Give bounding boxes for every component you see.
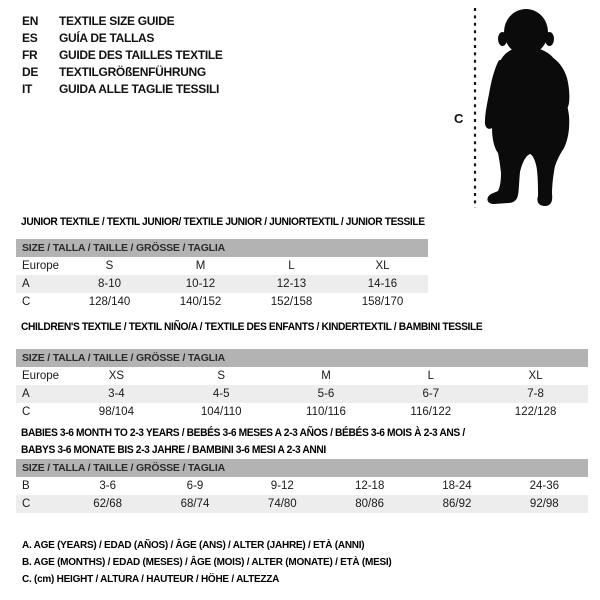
- size-cell: XL: [375, 260, 390, 272]
- table-row: [16, 495, 588, 513]
- size-cell: 10-12: [185, 278, 216, 290]
- junior-table-body: [16, 257, 428, 311]
- row-label: B: [22, 480, 30, 492]
- size-cell: 86/92: [442, 498, 472, 510]
- junior-textile-section: [16, 214, 428, 311]
- row-label: Europe: [22, 260, 60, 272]
- size-cell: 92/98: [529, 498, 559, 510]
- size-cell: 4-5: [212, 388, 230, 400]
- language-code: ES: [22, 31, 38, 45]
- babies-table-body: [16, 477, 588, 513]
- table-title-line: BABIES 3-6 MONTH TO 2-3 YEARS / BEBÉS 3-6 MESES A 2-3 AÑOS / BÉBÉS 3-6 MOIS À 2-3 ANS /: [21, 427, 465, 439]
- row-label: A: [22, 388, 30, 400]
- size-cell: 14-16: [367, 278, 398, 290]
- size-cell: 104/110: [200, 406, 242, 418]
- table-row: [16, 367, 588, 385]
- language-label: GUIDE DES TAILLES TEXTILE: [59, 48, 223, 62]
- size-cell: 8-10: [97, 278, 122, 290]
- size-cell: 6-9: [186, 480, 204, 492]
- table-row: [16, 477, 588, 495]
- size-cell: 116/122: [410, 406, 452, 418]
- size-cell: 3-6: [99, 480, 116, 492]
- language-row: [22, 64, 223, 81]
- row-label: C: [22, 498, 31, 510]
- size-cell: 68/74: [180, 498, 210, 510]
- table-row: [16, 257, 428, 275]
- measure-label-c: C: [454, 111, 464, 126]
- row-label: A: [22, 278, 30, 290]
- table-row: [16, 403, 588, 421]
- language-code: FR: [22, 48, 38, 62]
- children-textile-section: [16, 319, 588, 421]
- size-cell: 6-7: [422, 388, 440, 400]
- language-list: [22, 13, 223, 98]
- row-label: C: [22, 406, 31, 418]
- legend-line: A. AGE (YEARS) / EDAD (AÑOS) / ÂGE (ANS) / ALTER (JAHRE) / ETÀ (ANNI): [22, 540, 365, 551]
- size-cell: 122/128: [514, 406, 557, 418]
- language-row: [22, 13, 223, 30]
- babies-table-title: [16, 425, 588, 459]
- size-cell: 110/116: [306, 406, 346, 418]
- children-size-table: [16, 367, 588, 421]
- size-cell: 12-13: [276, 278, 307, 290]
- babies-textile-section: [16, 425, 588, 513]
- table-row: [16, 385, 588, 403]
- size-cell: S: [105, 260, 114, 272]
- size-cell: XL: [528, 370, 543, 382]
- baby-ear-right: [545, 32, 554, 46]
- size-cell: L: [288, 260, 295, 272]
- legend-line: B. AGE (MONTHS) / EDAD (MESES) / ÂGE (MOIS) / ALTER (MONATE) / ETÀ (MESI): [22, 557, 392, 569]
- size-cell: 140/152: [179, 296, 222, 308]
- size-cell: M: [195, 260, 206, 272]
- children-table-title: [16, 319, 588, 336]
- size-cell: 3-4: [108, 388, 125, 400]
- babies-size-table: [16, 477, 588, 513]
- size-cell: M: [321, 370, 331, 382]
- size-header-band: SIZE / TALLA / TAILLE / GRÖSSE / TAGLIA: [16, 239, 428, 257]
- size-cell: S: [217, 370, 226, 382]
- language-code: IT: [22, 82, 33, 96]
- language-label: GUIDA ALLE TAGLIE TESSILI: [59, 82, 220, 96]
- size-header-band: SIZE / TALLA / TAILLE / GRÖSSE / TAGLIA: [16, 349, 588, 367]
- language-row: [22, 47, 223, 64]
- size-cell: 18-24: [442, 480, 472, 492]
- language-row: [22, 30, 223, 47]
- junior-table-title: [16, 214, 428, 231]
- language-label: GUÍA DE TALLAS: [59, 31, 155, 45]
- size-cell: 80/86: [355, 498, 385, 510]
- language-code: EN: [22, 14, 39, 28]
- size-cell: 12-18: [354, 480, 385, 492]
- row-label: C: [22, 296, 31, 308]
- language-row: [22, 81, 223, 98]
- size-cell: 152/158: [270, 296, 313, 308]
- size-cell: XS: [108, 370, 125, 382]
- baby-ear-left: [498, 32, 507, 46]
- table-title-line: JUNIOR TEXTILE / TEXTIL JUNIOR/ TEXTILE JUNIOR / JUNIORTEXTIL / JUNIOR TESSILE: [21, 216, 425, 228]
- baby-silhouette: [485, 9, 569, 206]
- table-title-line: BABYS 3-6 MONATE BIS 2-3 JAHRE / BAMBINI 3-6 MESI A 2-3 ANNI: [21, 444, 326, 456]
- language-label: TEXTILGRÖßENFÜHRUNG: [59, 65, 206, 79]
- size-cell: 158/170: [361, 296, 404, 308]
- language-code: DE: [22, 65, 39, 79]
- size-cell: 7-8: [527, 388, 544, 400]
- size-cell: 74/80: [267, 498, 297, 510]
- size-cell: L: [427, 370, 434, 382]
- size-cell: 128/140: [88, 296, 131, 308]
- size-cell: 24-36: [529, 480, 560, 492]
- size-cell: 5-6: [317, 388, 335, 400]
- table-row: [16, 293, 428, 311]
- measure-legend: [22, 537, 392, 589]
- size-header-band: SIZE / TALLA / TAILLE / GRÖSSE / TAGLIA: [16, 459, 588, 477]
- size-cell: 9-12: [270, 480, 294, 492]
- legend-line: C. (cm) HEIGHT / ALTURA / HAUTEUR / HÖHE / ALTEZZA: [22, 574, 280, 586]
- children-table-body: [16, 367, 588, 421]
- table-row: [16, 275, 428, 293]
- junior-size-table: [16, 257, 428, 311]
- size-cell: 98/104: [98, 406, 134, 418]
- language-label: TEXTILE SIZE GUIDE: [59, 14, 175, 28]
- baby-silhouette-graphic: [440, 4, 600, 216]
- table-title-line: CHILDREN'S TEXTILE / TEXTIL NIÑO/A / TEXTILE DES ENFANTS / KINDERTEXTIL / BAMBINI TESSILE: [21, 321, 483, 333]
- row-label: Europe: [22, 370, 60, 382]
- size-cell: 62/68: [93, 498, 123, 510]
